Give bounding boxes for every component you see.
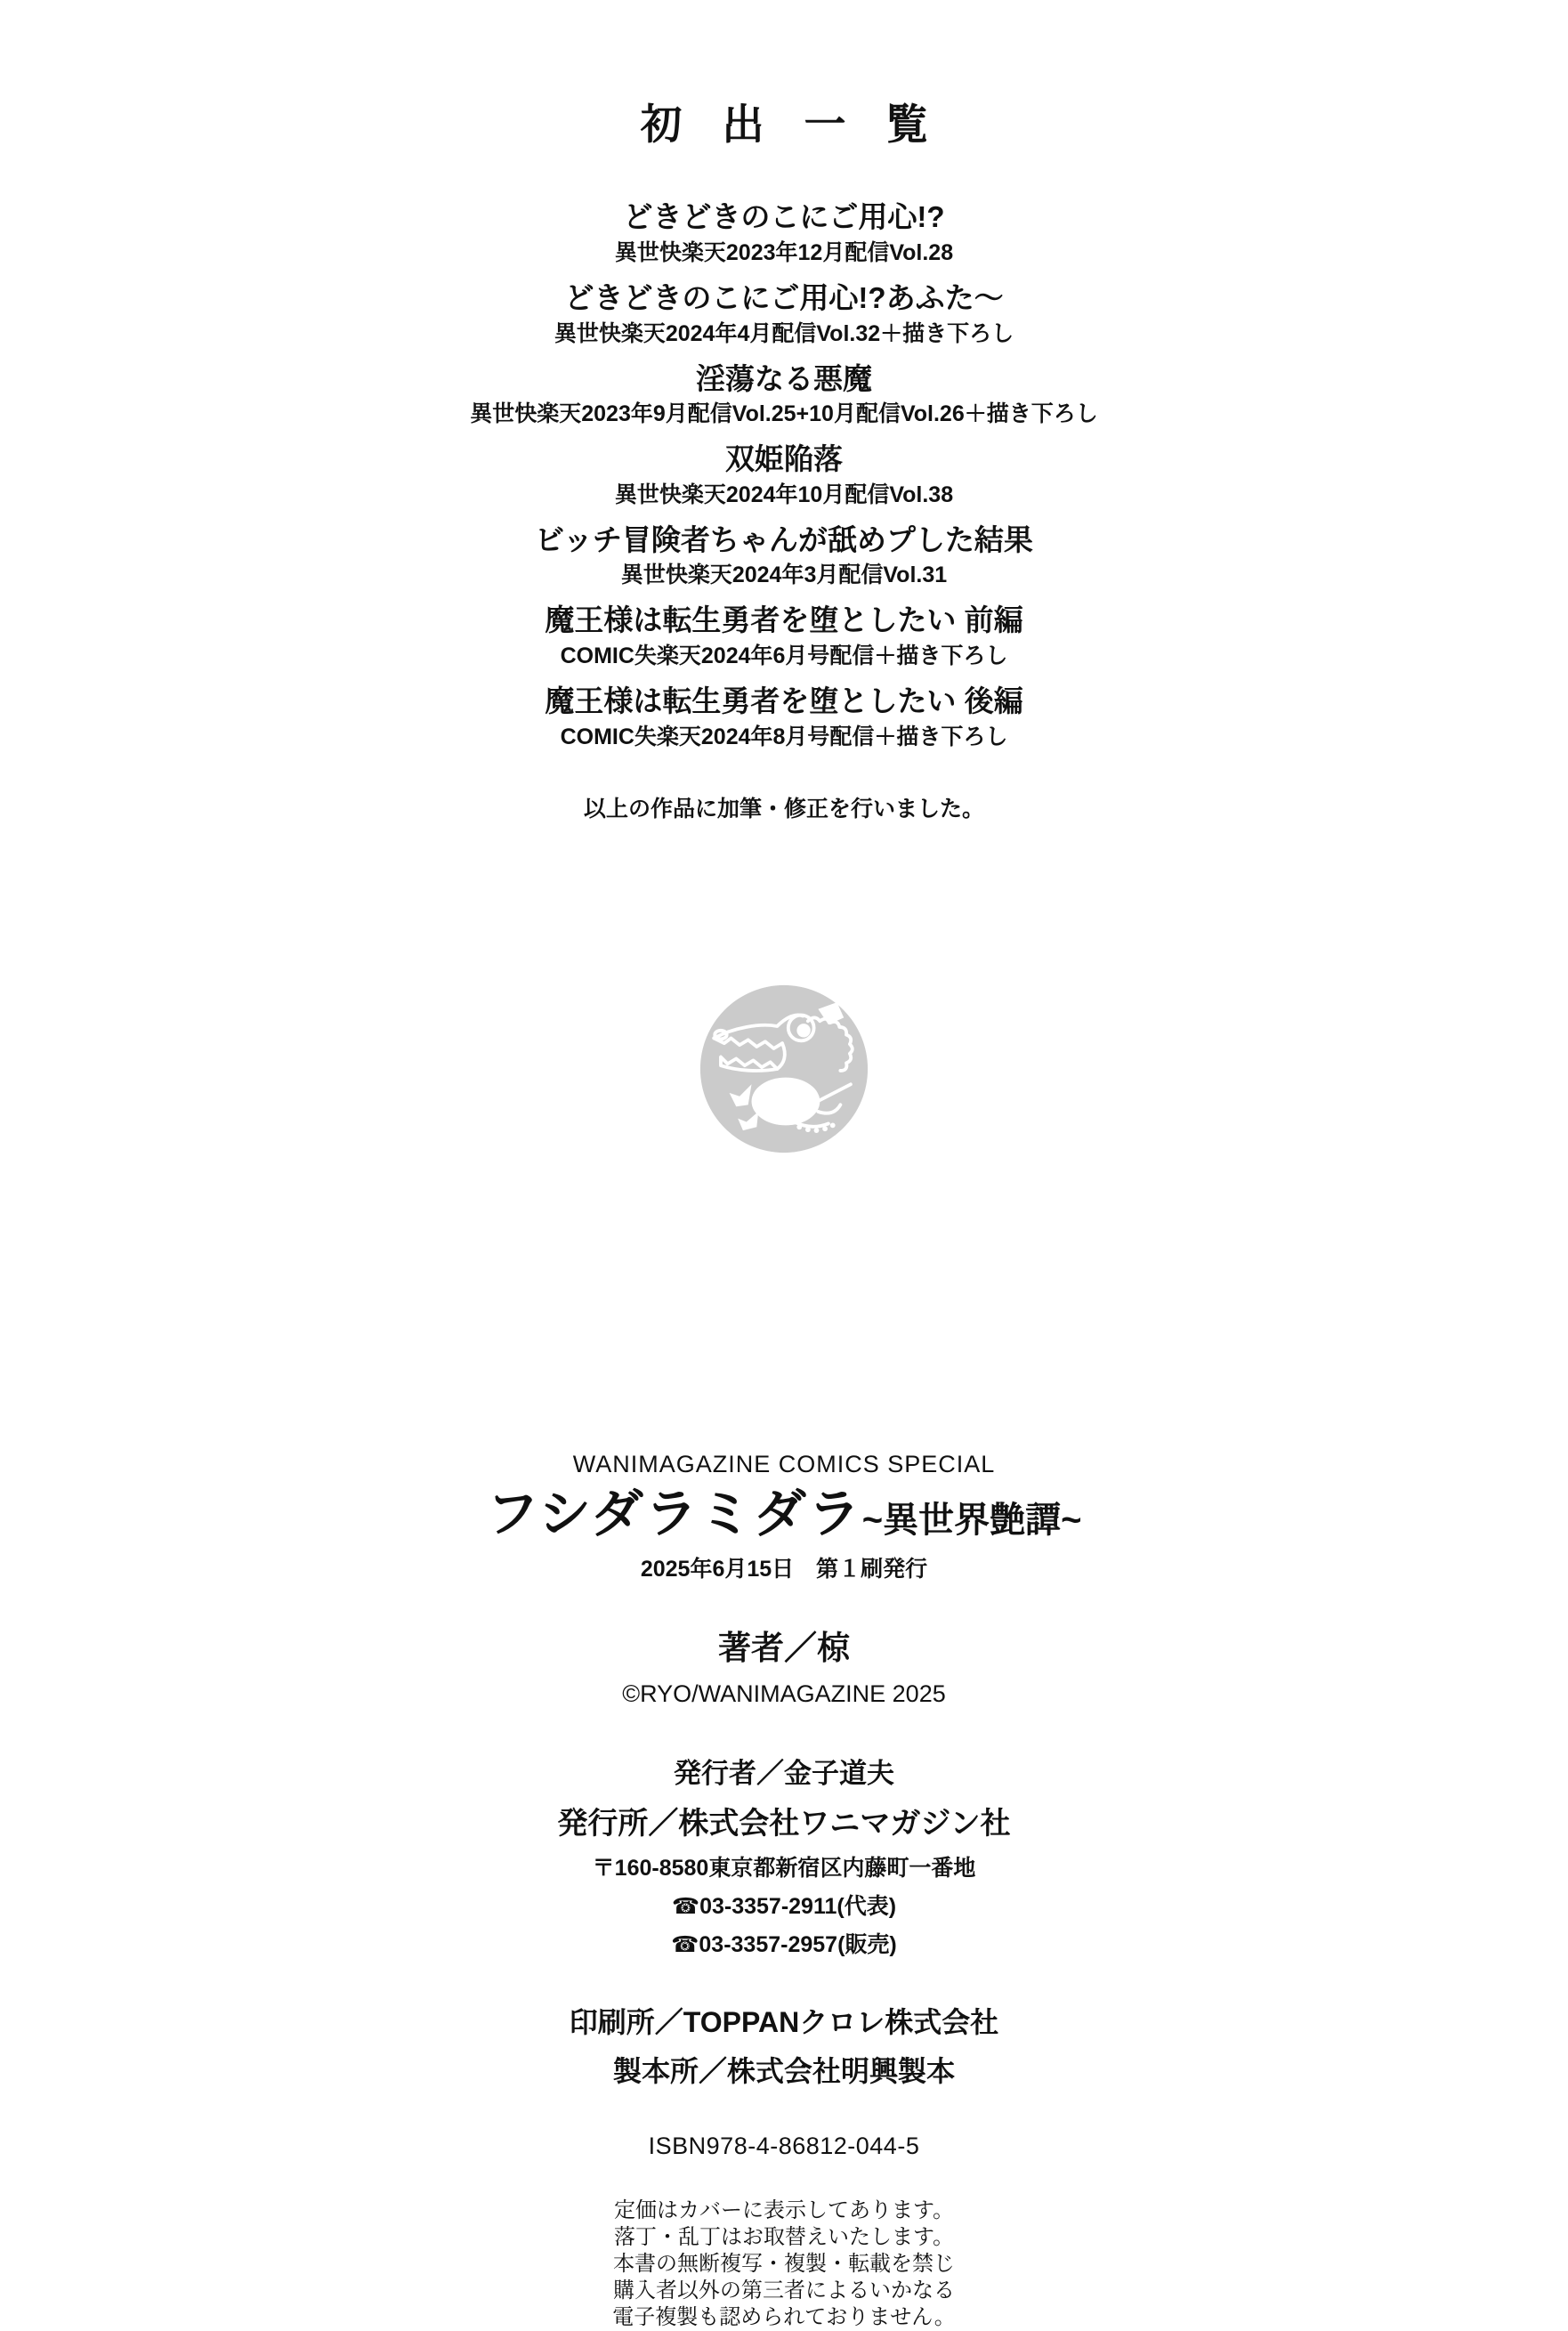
list-item bbox=[0, 684, 1568, 750]
list-item bbox=[0, 522, 1568, 589]
work-source: 異世快楽天2024年3月配信Vol.31 bbox=[620, 563, 948, 588]
list-item bbox=[0, 280, 1568, 347]
copyright-notice: ©RYO/WANIMAGAZINE 2025 bbox=[622, 1679, 946, 1707]
first-publication-heading: 初 出 一 覧 bbox=[640, 101, 942, 149]
list-item bbox=[0, 603, 1568, 669]
publisher-info bbox=[0, 1751, 1568, 1959]
isbn: ISBN978-4-86812-044-5 bbox=[648, 2132, 920, 2159]
publisher-company: 発行所／株式会社ワニマガジン社 bbox=[557, 1806, 1011, 1841]
revision-note: 以上の作品に加筆・修正を行いました。 bbox=[583, 796, 984, 822]
work-source: 異世快楽天2023年12月配信Vol.28 bbox=[614, 240, 954, 266]
work-source: 異世快楽天2024年4月配信Vol.32＋描き下ろし bbox=[554, 320, 1014, 346]
work-title: 魔王様は転生勇者を堕としたい 前編 bbox=[545, 603, 1023, 637]
telephone-sales: ☎03-3357-2957(販売) bbox=[671, 1931, 897, 1957]
publisher-address: 〒160-8580東京都新宿区内藤町一番地 bbox=[592, 1855, 976, 1881]
book-title-main: フシダラミダラ bbox=[486, 1485, 862, 1543]
printing-info bbox=[0, 2000, 1568, 2090]
work-title: どきどきのこにご用心!? bbox=[623, 200, 945, 234]
work-title: 淫蕩なる悪魔 bbox=[696, 361, 872, 395]
author-credit: 著者／椋 bbox=[718, 1629, 850, 1666]
legal-notice-line: 本書の無断複写・複製・転載を禁じ bbox=[613, 2251, 955, 2276]
imprint-label: WANIMAGAZINE COMICS SPECIAL bbox=[572, 1451, 996, 1477]
work-source: COMIC失楽天2024年8月号配信＋描き下ろし bbox=[560, 724, 1008, 749]
book-title-subtitle: ~異世界艶譚~ bbox=[861, 1501, 1082, 1540]
legal-notice-line: 購入者以外の第三者によるいかなる bbox=[613, 2278, 955, 2303]
work-title: どきどきのこにご用心!?あふた～ bbox=[564, 281, 1004, 315]
legal-notice-line: 落丁・乱丁はお取替えいたします。 bbox=[613, 2224, 955, 2249]
work-source: 異世快楽天2023年9月配信Vol.25+10月配信Vol.26＋描き下ろし bbox=[470, 401, 1098, 427]
bindery-credit: 製本所／株式会社明興製本 bbox=[612, 2054, 955, 2087]
wanimagazine-crocodile-icon bbox=[699, 1143, 869, 1158]
telephone-main: ☎03-3357-2911(代表) bbox=[671, 1893, 897, 1919]
works-list bbox=[0, 199, 1568, 749]
publisher-logo bbox=[0, 983, 1568, 1159]
work-title: ビッチ冒険者ちゃんが舐めプした結果 bbox=[535, 522, 1033, 556]
colophon-block bbox=[0, 1451, 1568, 2331]
list-item bbox=[0, 199, 1568, 266]
publisher-person: 発行者／金子道夫 bbox=[674, 1757, 894, 1789]
list-item bbox=[0, 361, 1568, 428]
legal-notice-line: 電子複製も認められておりません。 bbox=[612, 2304, 956, 2329]
list-item bbox=[0, 441, 1568, 508]
work-source: COMIC失楽天2024年6月号配信＋描き下ろし bbox=[560, 643, 1008, 669]
work-source: 異世快楽天2024年10月配信Vol.38 bbox=[614, 482, 954, 507]
work-title: 魔王様は転生勇者を堕としたい 後編 bbox=[545, 684, 1023, 718]
legal-notice-line: 定価はカバーに表示してあります。 bbox=[613, 2197, 955, 2222]
work-title: 双姫陥落 bbox=[725, 442, 843, 476]
legal-notice bbox=[0, 2197, 1568, 2331]
edition-date: 2025年6月15日 第１刷発行 bbox=[640, 1556, 928, 1582]
book-title bbox=[0, 1487, 1568, 1542]
first-publication-list bbox=[0, 64, 1568, 823]
printer-credit: 印刷所／TOPPANクロレ株式会社 bbox=[569, 2005, 999, 2038]
